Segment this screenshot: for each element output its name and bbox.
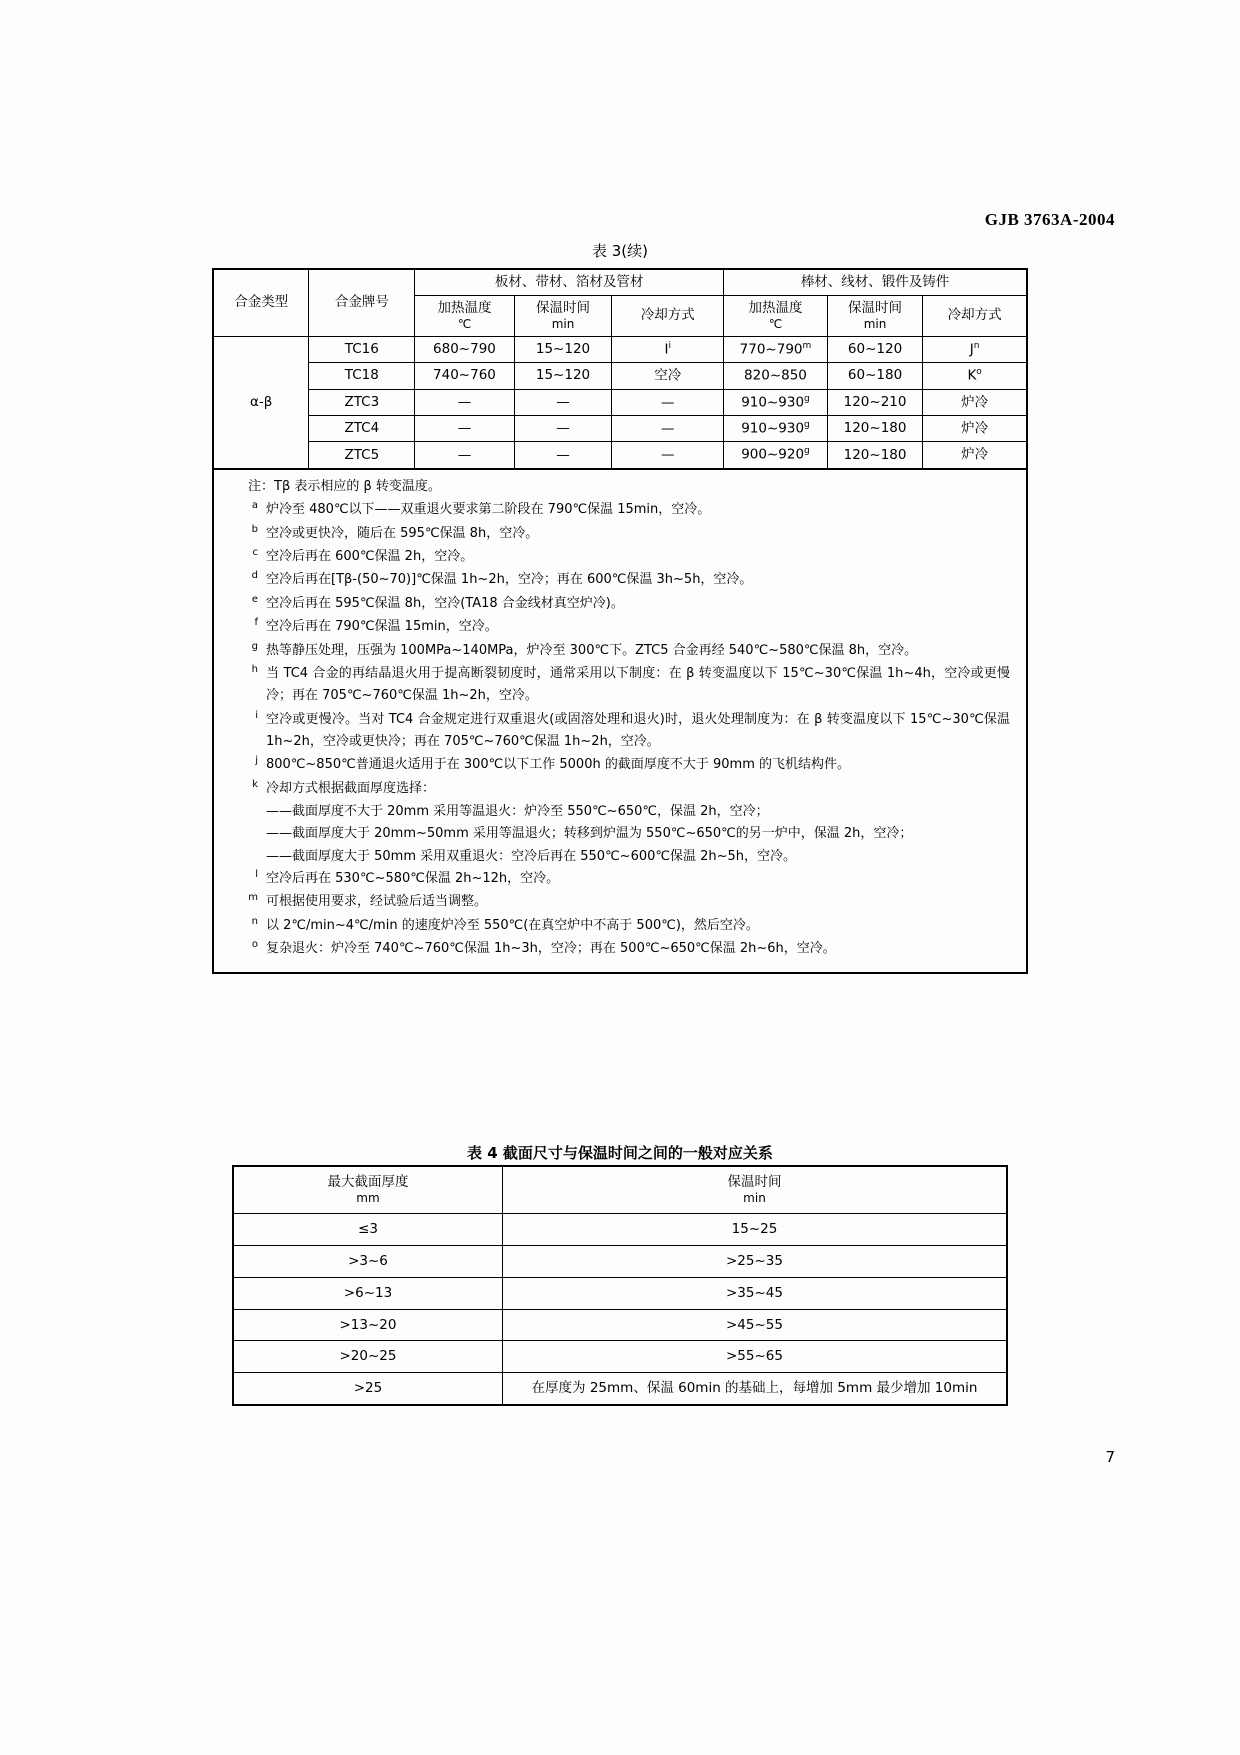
cell-bar-time: 120~210 — [827, 389, 922, 415]
note-text: 冷却方式根据截面厚度选择： — [266, 780, 436, 796]
cell-sheet-temp: 740~760 — [415, 363, 515, 389]
cell-bar-temp — [724, 442, 828, 469]
th-bar-heat-temp-unit: ℃ — [768, 316, 783, 331]
th-group-sheet: 板材、带材、箔材及管材 — [415, 269, 724, 295]
th-bar-cooling: 冷却方式 — [923, 295, 1027, 336]
note-text: 复杂退火：炉冷至 740℃~760℃保温 1h~3h，空冷；再在 500℃~650℃保温 2h~6h，空冷。 — [266, 941, 836, 957]
cell-bar-cool — [923, 415, 1027, 441]
th-hold-time-label: 保温时间 — [727, 1174, 782, 1190]
th-bar-heat-temp — [724, 295, 828, 336]
cell-bar-cool-text: 炉冷 — [961, 394, 989, 410]
cell-grade: TC18 — [309, 363, 415, 389]
th-sheet-hold-time — [514, 295, 612, 336]
table3-body — [213, 336, 1027, 468]
cell-time: >25~35 — [503, 1245, 1008, 1277]
th-hold-time — [503, 1166, 1008, 1213]
th-max-thickness-unit: mm — [356, 1190, 380, 1205]
cell-sheet-temp: — — [415, 389, 515, 415]
note-mark: n — [251, 915, 258, 927]
table3-container — [212, 268, 1028, 470]
note-subline: ——截面厚度大于 50mm 采用双重退火：空冷后再在 550℃~600℃保温 2h~5h，空冷。 — [266, 848, 797, 864]
cell-thickness: >3~6 — [233, 1245, 503, 1277]
note-mark: j — [255, 755, 258, 767]
th-group-bar: 棒材、线材、锻件及铸件 — [724, 269, 1027, 295]
cell-time: 15~25 — [503, 1213, 1008, 1245]
cell-bar-temp-text: 820~850 — [744, 367, 807, 384]
note-text: 空冷后再在[Tβ-(50~70)]℃保温 1h~2h，空冷；再在 600℃保温 3h~5h，空冷。 — [266, 572, 753, 588]
table3-caption: 表 3(续) — [591, 242, 649, 260]
cell-bar-cool-text: 炉冷 — [961, 446, 989, 463]
note-mark: o — [251, 939, 258, 951]
cell-bar-cool — [923, 442, 1027, 469]
note-item — [226, 938, 1014, 960]
note-mark: b — [251, 523, 258, 535]
note-item — [226, 709, 1014, 754]
page-number: 7 — [1105, 1448, 1115, 1466]
note-mark: c — [252, 547, 258, 559]
cell-bar-cool — [923, 336, 1027, 362]
note-mark: m — [248, 892, 258, 904]
cell-thickness: >20~25 — [233, 1341, 503, 1373]
cell-time: >35~45 — [503, 1277, 1008, 1309]
th-sheet-hold-time-label: 保温时间 — [536, 299, 590, 316]
note-item — [226, 616, 1014, 638]
th-sheet-heat-temp — [415, 295, 515, 336]
note-item — [226, 640, 1014, 662]
cell-bar-time: 60~180 — [827, 363, 922, 389]
cell-time: >45~55 — [503, 1309, 1008, 1341]
cell-bar-temp-text: 910~930 — [741, 394, 805, 410]
cell-bar-cool-text: 炉冷 — [961, 420, 989, 437]
th-bar-heat-temp-label: 加热温度 — [748, 299, 803, 316]
note-text: 空冷或更快冷，随后在 595℃保温 8h，空冷。 — [266, 525, 539, 541]
note-mark: f — [254, 617, 258, 629]
note-item — [226, 891, 1014, 913]
cell-bar-cool-sup: o — [976, 367, 982, 378]
table-row — [233, 1277, 1007, 1309]
th-bar-hold-time-label: 保温时间 — [848, 299, 903, 316]
note-item — [226, 546, 1014, 568]
cell-bar-cool — [923, 389, 1027, 415]
cell-sheet-cool — [612, 389, 724, 415]
cell-sheet-cool-text: — — [660, 420, 675, 437]
cell-bar-temp — [724, 363, 828, 389]
table-row — [233, 1309, 1007, 1341]
note-item — [226, 915, 1014, 937]
th-sheet-cooling: 冷却方式 — [612, 295, 724, 336]
cell-thickness: >6~13 — [233, 1277, 503, 1309]
cell-thickness: ≤3 — [233, 1213, 503, 1245]
cell-bar-time: 60~120 — [827, 336, 922, 362]
notes-intro: 注：Tβ 表示相应的 β 转变温度。 — [248, 479, 441, 494]
note-item — [226, 754, 1014, 776]
note-subline: ——截面厚度不大于 20mm 采用等温退火：炉冷至 550℃~650℃，保温 2h，空冷； — [266, 804, 769, 820]
cell-sheet-time: — — [514, 442, 612, 469]
cell-bar-cool-text: J — [969, 341, 974, 358]
note-mark: k — [252, 778, 258, 790]
cell-bar-cool — [923, 363, 1027, 389]
cell-sheet-cool — [612, 363, 724, 389]
cell-sheet-cool — [612, 336, 724, 362]
cell-thickness: >13~20 — [233, 1309, 503, 1341]
table-row — [233, 1373, 1007, 1405]
cell-sheet-temp: 680~790 — [415, 336, 515, 362]
note-text: 空冷后再在 790℃保温 15min，空冷。 — [266, 619, 498, 635]
cell-bar-cool-sup: n — [973, 340, 980, 351]
cell-sheet-temp: — — [415, 415, 515, 441]
cell-grade: TC16 — [309, 336, 415, 362]
cell-sheet-time: 15~120 — [514, 363, 612, 389]
cell-bar-temp-text: 910~930 — [741, 420, 805, 437]
cell-bar-temp — [724, 415, 828, 441]
table-row — [213, 442, 1027, 469]
cell-sheet-cool — [612, 415, 724, 441]
table4-head — [233, 1166, 1007, 1213]
note-text: 800℃~850℃普通退火适用于在 300℃以下工作 5000h 的截面厚度不大于 90mm 的飞机结构件。 — [266, 757, 850, 773]
cell-bar-temp-sup: g — [804, 393, 810, 404]
th-max-thickness-label: 最大截面厚度 — [327, 1174, 409, 1190]
note-mark: a — [251, 500, 258, 512]
th-hold-time-unit: min — [743, 1190, 766, 1205]
note-mark: i — [255, 709, 258, 721]
standard-code-header: GJB 3763A-2004 — [984, 210, 1115, 229]
table4-header-row — [233, 1166, 1007, 1213]
cell-bar-temp-sup: m — [802, 340, 812, 351]
th-sheet-heat-temp-label: 加热温度 — [437, 299, 492, 316]
table4-caption: 表 4 截面尺寸与保温时间之间的一般对应关系 — [467, 1144, 773, 1162]
note-mark: l — [255, 869, 258, 881]
cell-sheet-cool-text: — — [660, 446, 675, 463]
cell-sheet-time: 15~120 — [514, 336, 612, 362]
cell-bar-temp-text: 770~790 — [739, 341, 803, 358]
note-item — [226, 569, 1014, 591]
th-max-thickness — [233, 1166, 503, 1213]
th-bar-hold-time-unit: min — [863, 316, 887, 331]
cell-sheet-time: — — [514, 415, 612, 441]
note-item — [226, 778, 1014, 800]
note-text: 空冷后再在 530℃~580℃保温 2h~12h，空冷。 — [266, 871, 560, 887]
note-text: 热等静压处理，压强为 100MPa~140MPa，炉冷至 300℃下。ZTC5 合金再经 540℃~580℃保温 8h，空冷。 — [266, 642, 918, 658]
table3-head — [213, 269, 1027, 336]
note-item — [226, 499, 1014, 521]
note-mark: e — [251, 593, 258, 605]
note-text: 当 TC4 合金的再结晶退火用于提高断裂韧度时，通常采用以下制度：在 β 转变温度以下 15℃~30℃保温 1h~4h，空冷或更慢冷；再在 705℃~760℃保温 1h~2h，空冷。 — [266, 665, 1010, 704]
note-text: 可根据使用要求，经试验后适当调整。 — [266, 894, 488, 910]
cell-sheet-cool — [612, 442, 724, 469]
cell-sheet-cool-text: I — [664, 341, 669, 358]
note-item — [226, 663, 1014, 708]
note-text: 以 2℃/min~4℃/min 的速度炉冷至 550℃(在真空炉中不高于 500℃)，然后空冷。 — [266, 917, 759, 933]
note-mark: g — [251, 640, 258, 652]
cell-bar-temp-sup: g — [804, 446, 810, 457]
table-row — [213, 389, 1027, 415]
table-row — [213, 415, 1027, 441]
table-row — [233, 1213, 1007, 1245]
cell-sheet-temp: — — [415, 442, 515, 469]
note-item — [226, 868, 1014, 890]
cell-grade: ZTC4 — [309, 415, 415, 441]
cell-sheet-cool-text: — — [660, 394, 675, 410]
note-subline: ——截面厚度大于 20mm~50mm 采用等温退火；转移到炉温为 550℃~650℃的另一炉中，保温 2h，空冷； — [266, 826, 913, 842]
cell-bar-temp-sup: g — [804, 419, 810, 430]
cell-bar-time: 120~180 — [827, 415, 922, 441]
cell-alloy-type-group: α-β — [213, 336, 309, 468]
cell-grade: ZTC3 — [309, 389, 415, 415]
cell-time: >55~65 — [503, 1341, 1008, 1373]
table-row — [233, 1341, 1007, 1373]
cell-bar-time: 120~180 — [827, 442, 922, 469]
cell-time: 在厚度为 25mm、保温 60min 的基础上，每增加 5mm 最少增加 10min — [503, 1373, 1008, 1405]
note-text: 空冷或更慢冷。当对 TC4 合金规定进行双重退火(或固溶处理和退火)时，退火处理制度为：在 β 转变温度以下 15℃~30℃保温 1h~2h，空冷或更快冷；再在 705℃~760℃保温 1h~2h，空冷。 — [266, 711, 1010, 749]
note-mark: d — [251, 570, 258, 582]
th-sheet-hold-time-unit: min — [551, 316, 575, 331]
cell-sheet-cool-sup: i — [668, 340, 671, 351]
note-text: 空冷后再在 595℃保温 8h，空冷(TA18 合金线材真空炉冷)。 — [266, 595, 624, 611]
table3-notes-box — [212, 470, 1028, 974]
th-bar-hold-time — [827, 295, 922, 336]
table4-body — [233, 1213, 1007, 1405]
cell-bar-temp-text: 900~920 — [741, 446, 805, 463]
th-alloy-type: 合金类型 — [213, 269, 309, 336]
th-sheet-heat-temp-unit: ℃ — [457, 316, 472, 331]
table3 — [212, 268, 1028, 470]
th-alloy-grade: 合金牌号 — [309, 269, 415, 336]
table3-header-row-1 — [213, 269, 1027, 295]
cell-thickness: >25 — [233, 1373, 503, 1405]
note-item — [226, 523, 1014, 545]
cell-sheet-cool-text: 空冷 — [654, 367, 682, 384]
table4-container — [232, 1165, 1008, 1406]
table-row — [213, 336, 1027, 362]
note-text: 炉冷至 480℃以下——双重退火要求第二阶段在 790℃保温 15min，空冷。 — [266, 502, 711, 518]
note-mark: h — [251, 663, 258, 675]
note-item — [226, 593, 1014, 615]
cell-bar-temp — [724, 389, 828, 415]
note-text: 空冷后再在 600℃保温 2h，空冷。 — [266, 549, 474, 565]
table-row — [233, 1245, 1007, 1277]
table4 — [232, 1165, 1008, 1406]
cell-bar-cool-text: K — [967, 367, 977, 384]
table-row — [213, 363, 1027, 389]
cell-grade: ZTC5 — [309, 442, 415, 469]
cell-bar-temp — [724, 336, 828, 362]
cell-sheet-time: — — [514, 389, 612, 415]
